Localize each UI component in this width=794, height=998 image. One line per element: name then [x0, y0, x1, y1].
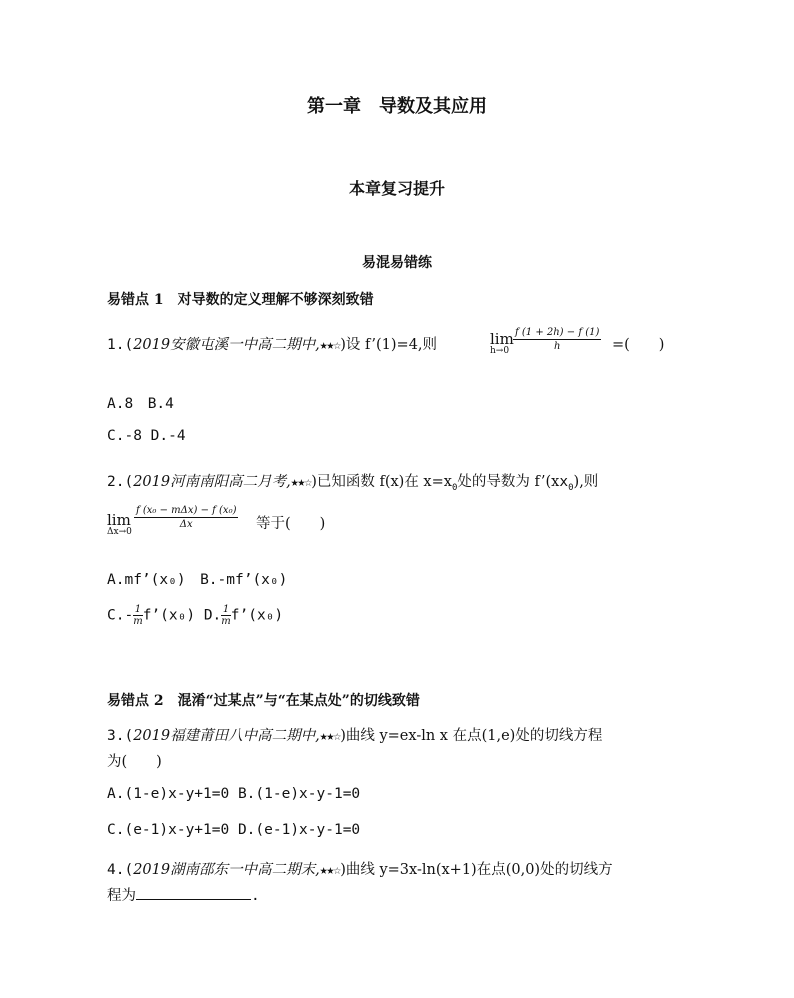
- difficulty-stars-icon: ★★☆: [319, 863, 341, 878]
- q2-options-cd: C.- $\frac{1}{m}f’(x_0)$ D. $\frac{1}{m}f’(x_0)$: [107, 604, 284, 627]
- difference-quotient: $\frac{f (1 + 2h) - f (1)}{h}$: [515, 327, 600, 352]
- source-label: 2019湖南邵东一中高二期末,: [133, 862, 320, 878]
- error-point-1: 易错点 1 对导数的定义理解不够深刻致错: [107, 292, 374, 308]
- chapter-title: 第一章 导数及其应用: [307, 96, 487, 117]
- difficulty-stars-icon: ★★☆: [290, 475, 312, 490]
- question-3-line2: 为( ): [107, 754, 162, 770]
- fraction-one-over-m: $\frac{1}{m}$: [133, 604, 143, 627]
- answer-blank[interactable]: [136, 885, 251, 900]
- source-label: 2019河南南阳高二月考,: [133, 474, 291, 490]
- q1-options-ab: A.8 B.4: [107, 396, 174, 412]
- limit-operator-2: lim Δx→0: [107, 511, 132, 537]
- q3-options-ab: A.(1-e)x-y+1=0 B.(1-e)x-y-1=0: [107, 786, 361, 802]
- q1-options-cd: C.-8 D.-4: [107, 428, 186, 444]
- question-1: 1.(2019安徽屯溪一中高二期中,★★☆)设 f’(1)=4,则: [107, 337, 438, 353]
- difficulty-stars-icon: ★★☆: [319, 338, 341, 353]
- part-title: 易混易错练: [362, 255, 432, 271]
- question-4: 4.(2019湖南邵东一中高二期末,★★☆)曲线 y=3x-ln(x+1)在点(0,0)处的切线方: [107, 862, 613, 878]
- answer-paren: =( ): [612, 337, 665, 353]
- fraction-one-over-m-d: $\frac{1}{m}$: [221, 604, 231, 627]
- q2-options-ab: A.mf’(x₀) B.-mf’(x₀): [107, 572, 288, 588]
- answer-paren-2: 等于( ): [256, 516, 326, 532]
- question-3: 3.(2019福建莆田八中高二期中,★★☆)曲线 y=ex-ln x 在点(1,e)处的切线方程: [107, 728, 603, 744]
- question-4-line2: 程为 .: [107, 884, 260, 905]
- source-label: 2019安徽屯溪一中高二期中,: [133, 337, 320, 353]
- question-2: 2.(2019河南南阳高二月考,★★☆)已知函数 f(x)在 $x=x_0$处的导数为 $f’(xx_0)$,则: [107, 474, 599, 493]
- difference-quotient-2: f (x₀ − mΔx) − f (x₀) Δx: [136, 505, 237, 530]
- source-label: 2019福建莆田八中高二期中,: [133, 728, 320, 744]
- error-point-2: 易错点 2 混淆“过某点”与“在某点处”的切线致错: [107, 693, 420, 709]
- limit-operator: lim h→0: [490, 330, 514, 356]
- difficulty-stars-icon: ★★☆: [319, 729, 341, 744]
- q3-options-cd: C.(e-1)x-y+1=0 D.(e-1)x-y-1=0: [107, 822, 361, 838]
- section-title: 本章复习提升: [348, 179, 445, 198]
